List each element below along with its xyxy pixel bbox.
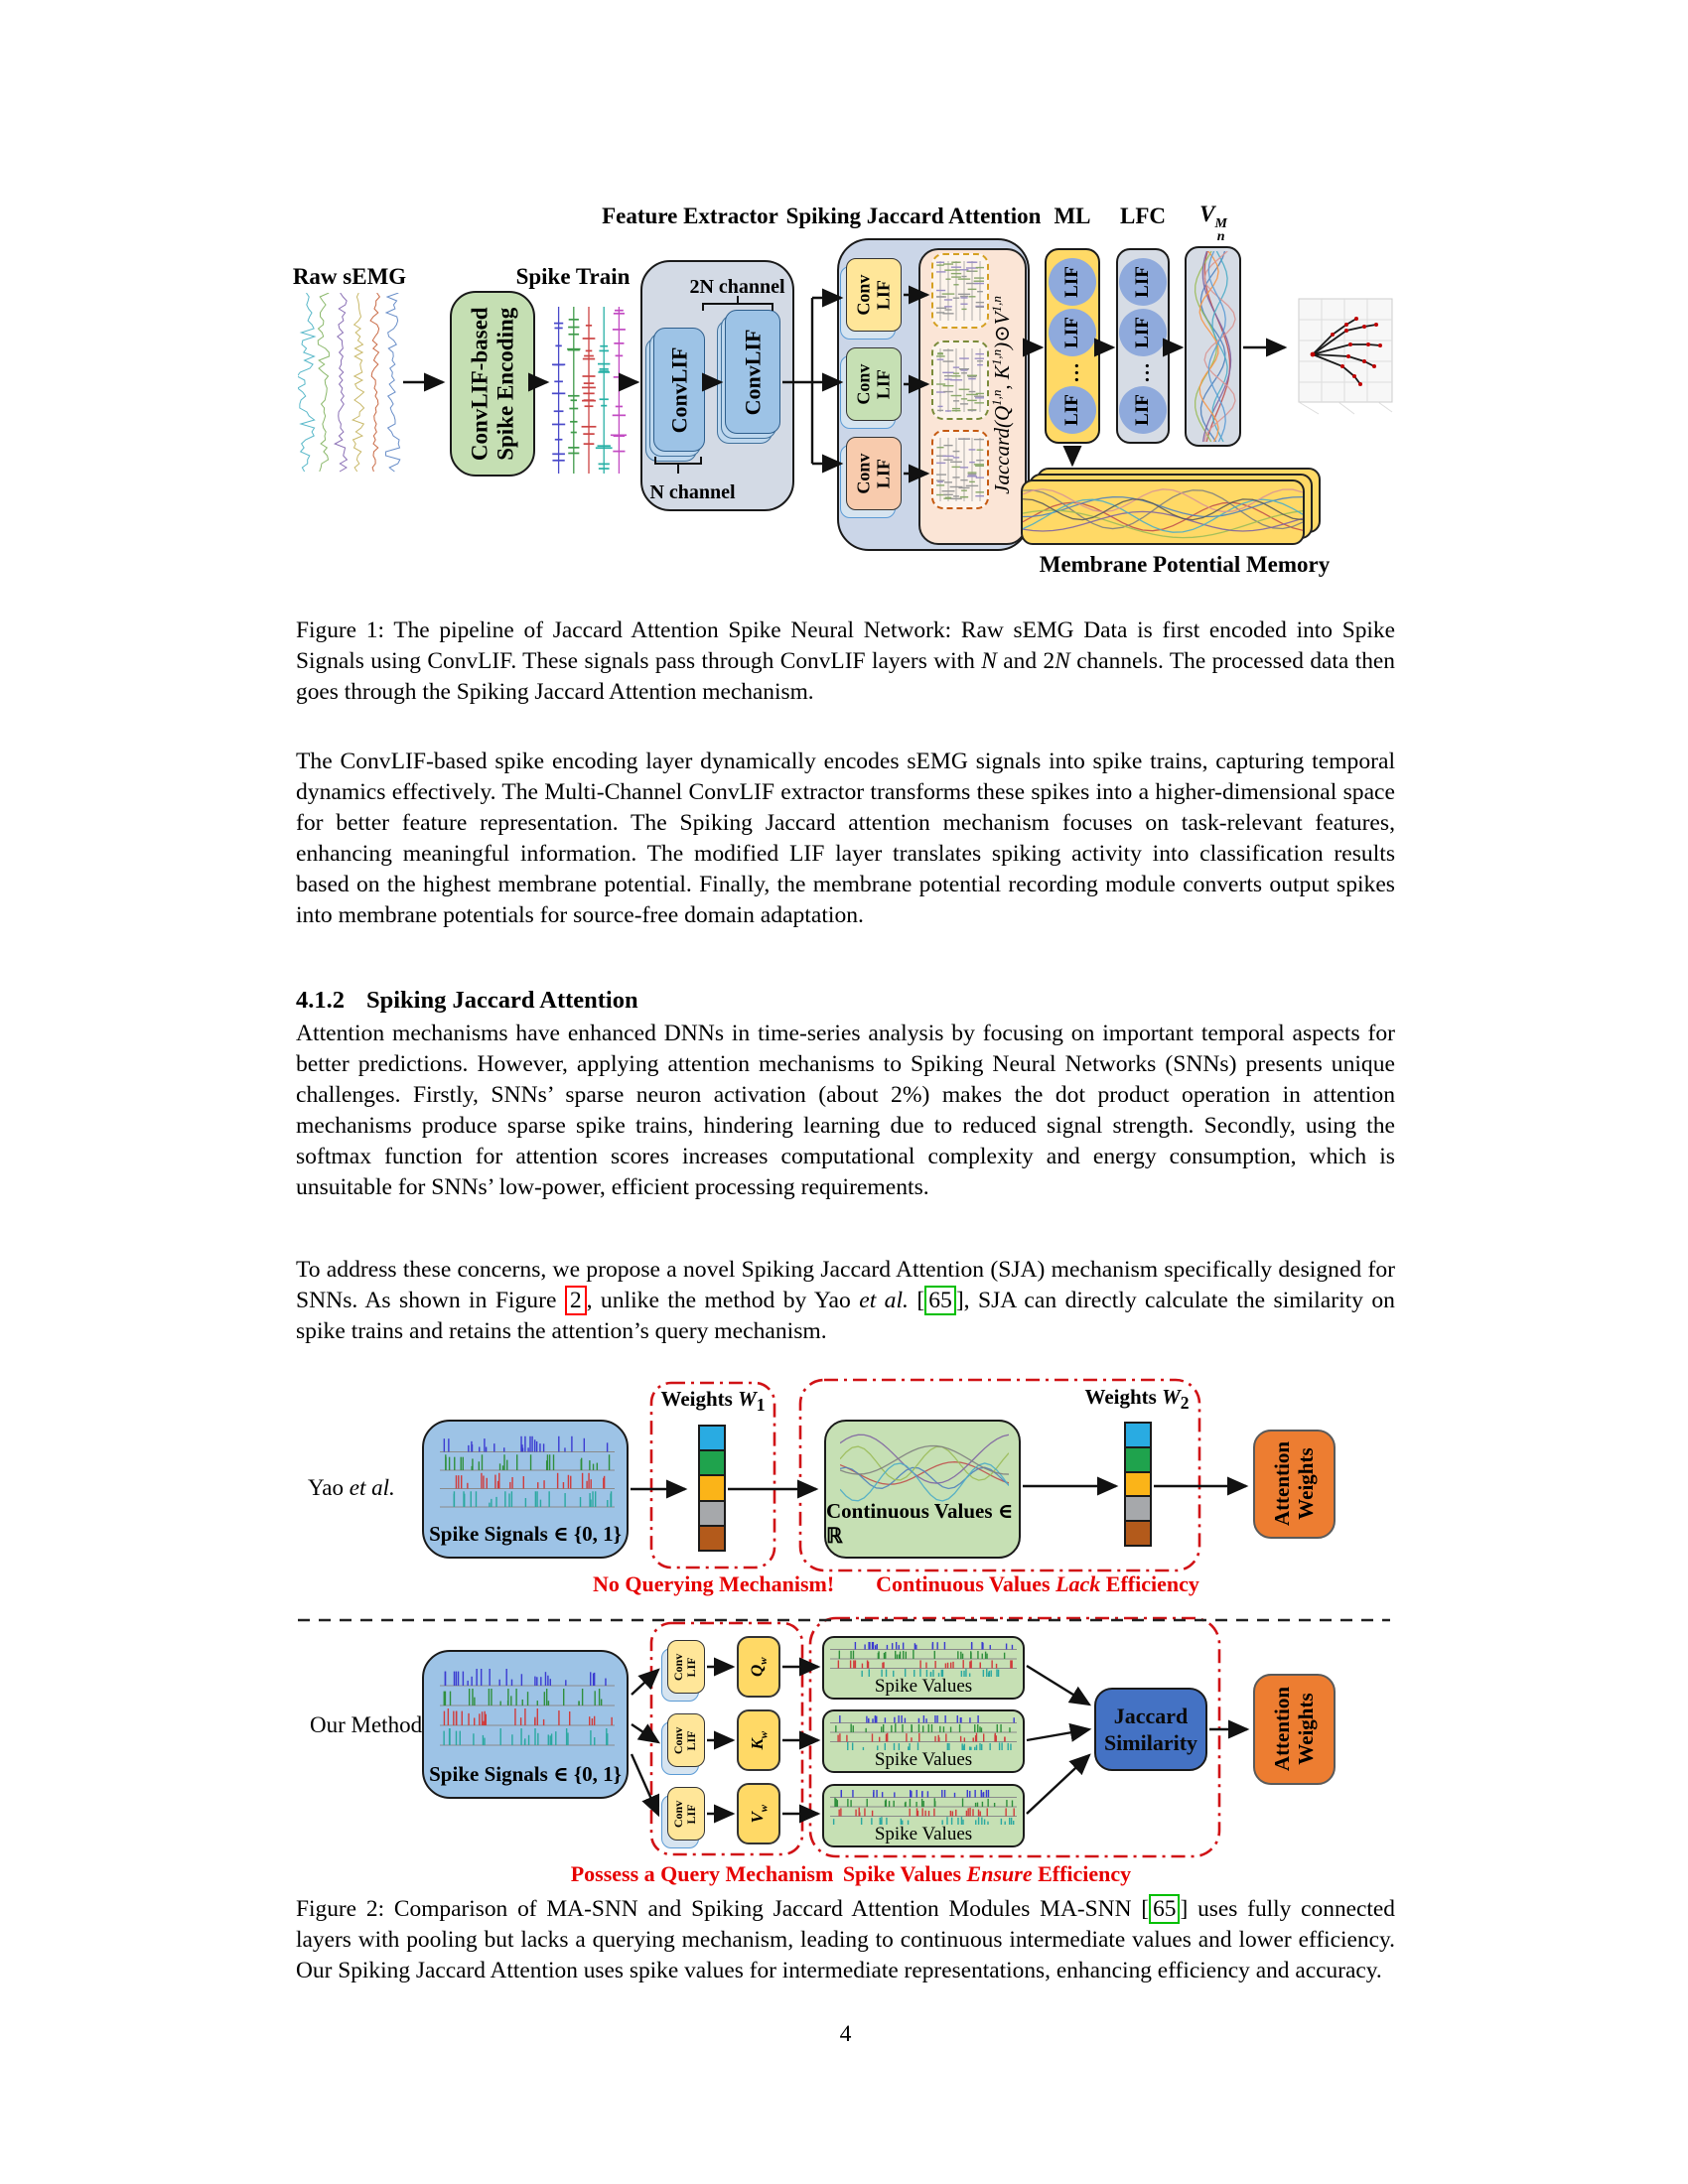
para3-c: [ [908, 1288, 925, 1313]
weights-w2-bar [1124, 1422, 1152, 1547]
spike-signals-label-2: Spike Signals ∈ {0, 1} [429, 1762, 622, 1786]
hand-3d-plot [1289, 293, 1400, 420]
section-heading [296, 987, 1395, 1015]
lfc-column [1116, 248, 1170, 444]
label-vnm [1184, 202, 1243, 243]
v-convlif [667, 1787, 705, 1841]
vw-base: V [747, 1811, 767, 1824]
para3-b: , unlike the method by Yao [586, 1288, 860, 1313]
formula-a: Jaccard(Q [990, 405, 1015, 494]
para3-a: To address these concerns, we propose a novel Spiking Jaccard Attention (SJA) mechanism specifically designed for SNNs. As shown in Figure [296, 1257, 1395, 1313]
ml-column [1045, 248, 1100, 444]
vw-box [737, 1783, 780, 1844]
formula-s2: 1,n [989, 348, 1005, 365]
jaccard-formula [978, 248, 1026, 541]
spike-signals-box-2 [422, 1650, 629, 1799]
convlif-encoder-box [450, 291, 535, 477]
label-yao-et-al [308, 1475, 395, 1501]
figure2-comparison-diagram [0, 1375, 1688, 1899]
label-raw-semg: Raw sEMG [292, 264, 407, 289]
w1-w: W [738, 1387, 757, 1411]
sja-k-conv: Conv [853, 363, 874, 405]
lfc-lif-1-label: LIF [1132, 266, 1153, 298]
lfc-lif-1 [1119, 258, 1167, 306]
w1-sub: 1 [756, 1395, 766, 1416]
q-convlif [667, 1640, 705, 1694]
weights-w2-label [1077, 1385, 1196, 1414]
figure1-caption [296, 615, 1395, 708]
page-number: 4 [839, 2021, 852, 2047]
sja-raster-v-svg [936, 437, 984, 502]
lack-i: Lack [1055, 1571, 1101, 1596]
spike-values-box-2 [822, 1709, 1025, 1773]
q-lif-label: LIF [685, 1657, 699, 1678]
w1-a: Weights [660, 1387, 739, 1411]
label-ensure-efficiency [828, 1861, 1146, 1887]
sja-q-conv: Conv [853, 274, 874, 316]
memory-waves-svg [1023, 481, 1303, 543]
formula-s1: 1,n [989, 389, 1005, 406]
kw-sub: w [758, 1730, 771, 1738]
continuous-values-box [824, 1420, 1021, 1559]
paragraph-3 [296, 1255, 1395, 1347]
lfc-dots: ... [1131, 360, 1154, 382]
jaccard-similarity-box [1094, 1688, 1207, 1771]
label-spiking-jaccard-attention: Spiking Jaccard Attention [785, 204, 1042, 228]
spike-train-raster [551, 305, 627, 476]
sja-v-conv: Conv [853, 453, 874, 494]
formula-s3: 1,n [989, 295, 1005, 312]
sja-raster-k-svg [936, 347, 984, 413]
caption1-n2: N [1055, 648, 1070, 674]
continuous-values-label: Continuous Values ∈ ℝ [826, 1499, 1014, 1548]
ml-lif-3-label: LIF [1061, 394, 1082, 426]
v-conv-label: Conv [671, 1800, 686, 1828]
vnm-base: V [1199, 202, 1215, 226]
spike-values-raster-1 [830, 1642, 1017, 1677]
sja-q-convlif [846, 258, 902, 332]
caption2-b: ] uses fully connected layers with pooling but lacks a querying mechanism, leading to continuous intermediate values and lower efficiency. Our Spiking Jaccard Attention uses spike values for intermediate representations, enhancing efficiency and accuracy. [296, 1896, 1395, 1983]
convlif-stack1 [653, 328, 705, 452]
kw-base: K [747, 1737, 767, 1750]
qw-sub: w [758, 1657, 771, 1665]
caption1-n1: N [981, 648, 997, 674]
spike-signals-raster-2 [440, 1668, 615, 1747]
label-lfc: LFC [1120, 204, 1166, 228]
citation-65-link[interactable]: 65 [924, 1286, 956, 1315]
label-lack-efficiency [854, 1571, 1221, 1597]
aw2-line1: Attention [1269, 1687, 1294, 1772]
convlif-stack1-label: ConvLIF [666, 346, 692, 433]
label-spike-train: Spike Train [515, 264, 631, 289]
spike-signals-raster-1 [440, 1435, 615, 1509]
lfc-lif-2-label: LIF [1132, 317, 1153, 349]
kw-box [737, 1709, 780, 1771]
lfc-lif-3-label: LIF [1132, 394, 1153, 426]
label-feature-extractor: Feature Extractor [602, 204, 778, 228]
label-ml: ML [1054, 204, 1091, 228]
spike-values-box-1 [822, 1636, 1025, 1700]
ml-lif-2 [1049, 309, 1096, 356]
vw-sub: w [758, 1804, 771, 1812]
figure2-caption [296, 1894, 1395, 1986]
sja-raster-q-svg [936, 260, 984, 322]
sja-v-convlif [846, 437, 902, 510]
jaccard-line2: Similarity [1103, 1730, 1198, 1755]
membrane-potential-panel [1185, 246, 1241, 447]
label-our-method: Our Method [310, 1712, 423, 1737]
v-lif-label: LIF [685, 1804, 699, 1825]
ml-lif-3 [1049, 386, 1096, 434]
caption1-b: and 2 [996, 648, 1055, 674]
qw-box [737, 1636, 780, 1698]
caption2-citation-link[interactable]: 65 [1149, 1894, 1180, 1924]
label-membrane-memory: Membrane Potential Memory [1039, 552, 1331, 577]
vnm-sub: n [1216, 228, 1225, 244]
sja-v-lif: LIF [873, 458, 894, 489]
formula-b: , K [990, 364, 1015, 390]
section-title: Spiking Jaccard Attention [366, 987, 638, 1014]
attention-weights-box-1 [1253, 1430, 1336, 1539]
weights-w1-label [653, 1387, 773, 1416]
w2-sub: 2 [1180, 1393, 1190, 1414]
spike-values-label-1: Spike Values [874, 1676, 973, 1698]
spike-values-raster-2 [830, 1715, 1017, 1750]
formula-c: )⊙V [990, 311, 1015, 349]
raw-semg-waveforms [298, 293, 401, 474]
w2-a: Weights [1084, 1385, 1163, 1409]
convlif-stack2-label: ConvLIF [740, 329, 766, 415]
ml-lif-1-label: LIF [1061, 266, 1082, 298]
ensure-b: Efficiency [1032, 1861, 1132, 1886]
caption1-c: channels. The processed data then goes through the Spiking Jaccard Attention mechanism. [296, 648, 1395, 705]
lack-b: Efficiency [1100, 1571, 1199, 1596]
aw2-line2: Weights [1293, 1693, 1318, 1766]
weights-w1-bar [698, 1425, 726, 1552]
aw1-line1: Attention [1269, 1441, 1294, 1527]
paragraph-2: Attention mechanisms have enhanced DNNs in time-series analysis by focusing on important temporal aspects for better predictions. However, applying attention mechanisms to Spiking Neural Networks (SNNs) presents unique challenges. Firstly, SNNs’ sparse neuron activation (about 2%) makes the dot product operation in attention mechanisms produce sparse spike trains, hindering learning due to reduced signal strength. Secondly, using the softmax function for attention scores increases computational complexity and energy consumption, which is unsuitable for SNNs’ low-power, efficient processing requirements. [296, 1021, 1395, 1200]
ml-dots: ... [1060, 360, 1083, 382]
vnm-sup: M [1214, 216, 1227, 231]
section-number: 4.1.2 [296, 987, 345, 1014]
encoder-line2: Spike Encoding [492, 307, 517, 461]
sja-k-convlif [846, 347, 902, 421]
lack-a: Continuous Values [876, 1571, 1056, 1596]
yao-plain: Yao [308, 1475, 350, 1500]
continuous-values-waves [840, 1433, 1009, 1505]
label-n-channel: N channel [649, 481, 736, 503]
q-conv-label: Conv [671, 1653, 686, 1681]
convlif-stack2 [725, 310, 780, 434]
para3-etal: et al. [859, 1288, 909, 1313]
para3-d: ], SJA can directly calculate the similarity on spike trains and retains the attention’s query mechanism. [296, 1288, 1395, 1344]
qw-base: Q [747, 1664, 767, 1677]
spike-values-box-3 [822, 1784, 1025, 1847]
ensure-a: Spike Values [842, 1861, 967, 1886]
caption1-a: Figure 1: The pipeline of Jaccard Attention Spike Neural Network: Raw sEMG Data is first encoded into Spike Signals using ConvLIF. These signals pass through ConvLIF layers with [296, 617, 1395, 674]
lfc-lif-3 [1119, 386, 1167, 434]
spike-values-label-2: Spike Values [874, 1749, 973, 1771]
sja-k-lif: LIF [873, 368, 894, 400]
sja-q-lif: LIF [873, 279, 894, 311]
ensure-i: Ensure [966, 1861, 1033, 1886]
label-no-querying: No Querying Mechanism! [593, 1571, 835, 1596]
label-2n-channel: 2N channel [689, 276, 785, 298]
ml-lif-1 [1049, 258, 1096, 306]
paragraph-1: The ConvLIF-based spike encoding layer dynamically encodes sEMG signals into spike trains, capturing temporal dynamics effectively. The Multi-Channel ConvLIF extractor transforms these spikes into a higher-dimensional space for better feature representation. The Spiking Jaccard attention mechanism focuses on task-relevant features, enhancing meaningful information. The modified LIF layer translates spiking activity into classification results based on the highest membrane potential. Finally, the membrane potential recording module converts output spikes into membrane potentials for source-free domain adaptation. [296, 749, 1395, 928]
caption2-a: Figure 2: Comparison of MA-SNN and Spiking Jaccard Attention Modules MA-SNN [ [296, 1896, 1150, 1922]
k-convlif [667, 1713, 705, 1767]
spike-values-raster-3 [830, 1790, 1017, 1825]
attention-weights-box-2 [1253, 1674, 1336, 1785]
k-conv-label: Conv [671, 1726, 686, 1754]
yao-italic: et al. [349, 1475, 395, 1500]
k-lif-label: LIF [685, 1730, 699, 1751]
spike-signals-box-1 [422, 1420, 629, 1559]
ml-lif-2-label: LIF [1061, 317, 1082, 349]
aw1-line2: Weights [1293, 1447, 1318, 1521]
label-possess-query: Possess a Query Mechanism [570, 1861, 834, 1886]
lfc-lif-2 [1119, 309, 1167, 356]
figure1-pipeline-diagram [0, 194, 1688, 599]
membrane-waves-svg [1189, 251, 1237, 442]
figure2-reference-link[interactable]: 2 [565, 1286, 587, 1315]
w2-w: W [1162, 1385, 1181, 1409]
memory-card-front [1021, 479, 1305, 545]
jaccard-line1: Jaccard [1113, 1703, 1189, 1728]
spike-values-label-3: Spike Values [874, 1824, 973, 1845]
spike-signals-label-1: Spike Signals ∈ {0, 1} [429, 1522, 622, 1546]
encoder-line1: ConvLIF-based [467, 307, 492, 461]
